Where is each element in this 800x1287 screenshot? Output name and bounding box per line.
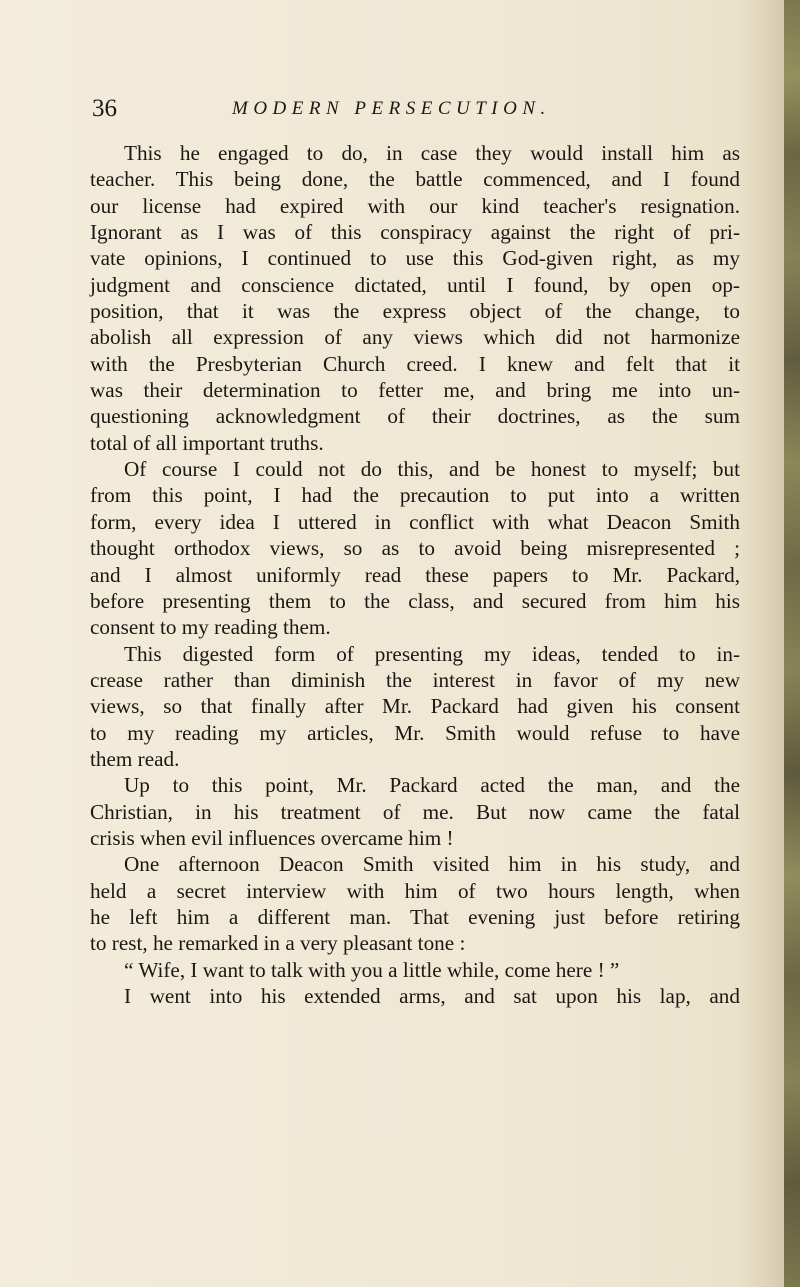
- text-line: form, every idea I uttered in conflict with what Deacon Smith: [90, 509, 740, 534]
- page-edge-shadow: [784, 0, 800, 1287]
- text-line: held a secret interview with him of two hours length, when: [90, 878, 740, 903]
- text-line: Of course I could not do this, and be honest to myself; but: [124, 457, 740, 482]
- text-line: total of all important truths.: [90, 430, 324, 455]
- text-line: Christian, in his treatment of me. But now came the fatal: [90, 799, 740, 824]
- text-line: before presenting them to the class, and secured from him his: [90, 588, 740, 613]
- text-line: This he engaged to do, in case they would install him as: [124, 141, 740, 165]
- text-line: them read.: [90, 746, 180, 771]
- text-line: views, so that finally after Mr. Packard had given his consent: [90, 694, 740, 719]
- text-line: Up to this point, Mr. Packard acted the man, and the: [124, 773, 740, 798]
- text-line: from this point, I had the precaution to put into a written: [90, 483, 740, 508]
- text-line: consent to my reading them.: [90, 615, 331, 640]
- text-line: position, that it was the express object of the change, to: [90, 299, 740, 324]
- text-line: crisis when evil influences overcame him !: [90, 825, 454, 850]
- text-line: was their determination to fetter me, and bring me into un-: [90, 378, 740, 403]
- text-line: crease rather than diminish the interest in favor of my new: [90, 667, 740, 692]
- text-line: he left him a different man. That evening just before retiring: [90, 904, 740, 929]
- text-line: and I almost uniformly read these papers to Mr. Packard,: [90, 562, 740, 587]
- text-line: One afternoon Deacon Smith visited him in his study, and: [124, 852, 740, 877]
- text-line: our license had expired with our kind teacher's resignation.: [90, 193, 740, 218]
- text-line: to rest, he remarked in a very pleasant tone :: [90, 931, 466, 956]
- text-line: I went into his extended arms, and sat upon his lap, and: [124, 984, 740, 1008]
- page-header: [92, 94, 752, 124]
- text-line: questioning acknowledgment of their doctrines, as the sum: [90, 404, 740, 429]
- page-number: 36: [92, 95, 117, 122]
- text-line: abolish all expression of any views which did not harmonize: [90, 325, 740, 350]
- text-line: This digested form of presenting my ideas, tended to in-: [124, 641, 740, 666]
- text-line: thought orthodox views, so as to avoid being misrepresented ;: [90, 536, 740, 561]
- running-title: MODERN PERSECUTION.: [232, 98, 551, 119]
- text-line: “ Wife, I want to talk with you a little while, come here ! ”: [124, 957, 620, 982]
- text-line: with the Presbyterian Church creed. I knew and felt that it: [90, 351, 740, 376]
- text-line: Ignorant as I was of this conspiracy against the right of pri-: [90, 220, 740, 245]
- text-line: vate opinions, I continued to use this God-given right, as my: [90, 246, 740, 271]
- body-text: [90, 140, 740, 1009]
- text-line: teacher. This being done, the battle commenced, and I found: [90, 167, 740, 192]
- text-line: judgment and conscience dictated, until I found, by open op-: [90, 272, 740, 297]
- text-line: to my reading my articles, Mr. Smith would refuse to have: [90, 720, 740, 745]
